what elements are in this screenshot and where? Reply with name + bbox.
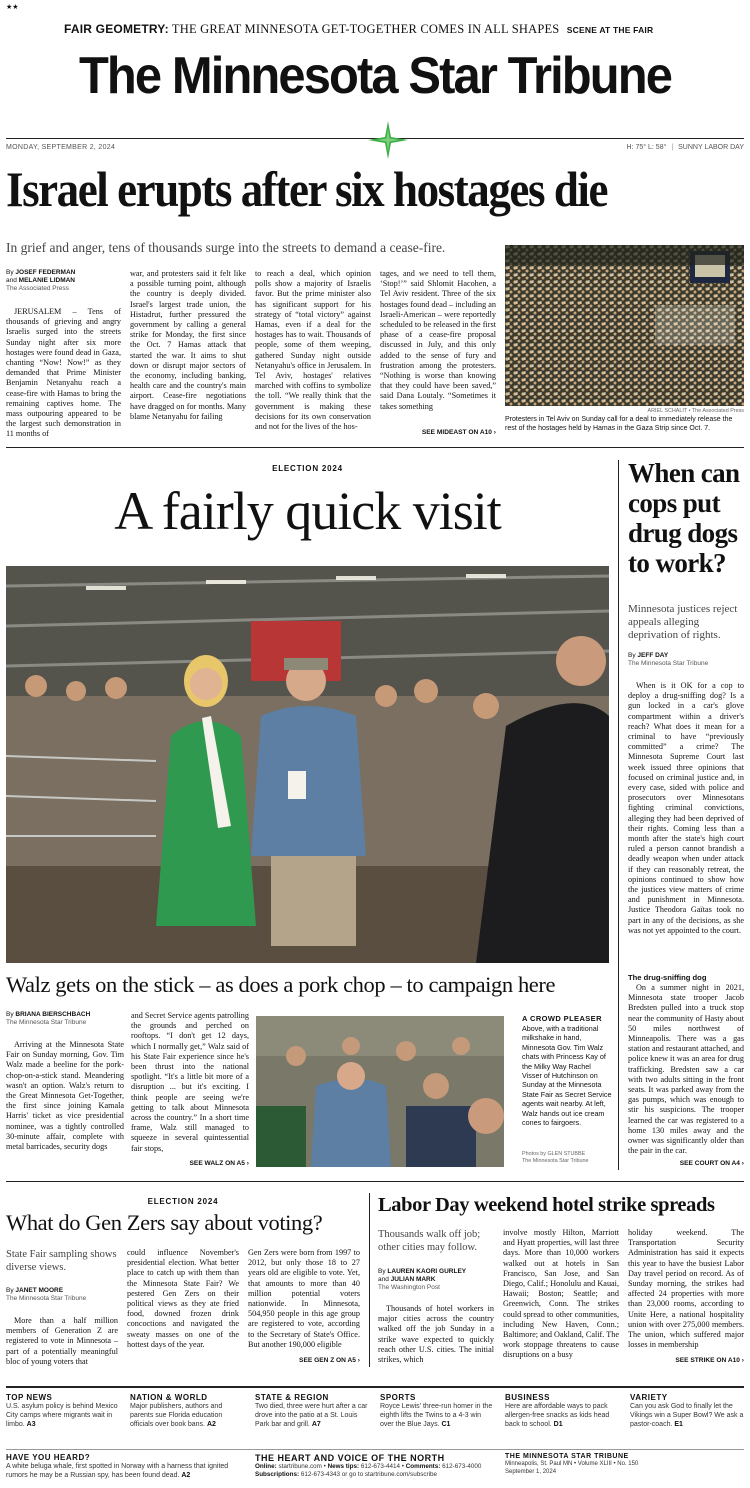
weather-hi: H: 75°: [626, 144, 647, 151]
contact-block: THE HEART AND VOICE OF THE NORTH Online: startribune.com • News tips: 612-673-4414 • Comments: 612-673-4000 Subscriptions: 612-673-4343 or go to startribune.com/subscribe: [255, 1453, 490, 1480]
index-section[interactable]: [630, 1393, 744, 1429]
footer-rule: [6, 1449, 744, 1450]
column-divider: [618, 460, 619, 1170]
index-section-head: TOP NEWS: [6, 1393, 53, 1402]
strike-headline[interactable]: Labor Day weekend hotel strike spreads: [378, 1194, 715, 1216]
author-name: JULIAN MARK: [390, 1276, 436, 1283]
teaser-bar[interactable]: [64, 22, 653, 37]
election-headline[interactable]: A fairly quick visit: [114, 481, 501, 541]
index-section-head: VARIETY: [630, 1393, 668, 1402]
index-section-text: Two died, three were hurt after a car drove into the patio at a St. Louis Park bar and grill.: [255, 1403, 368, 1428]
index-section-text: U.S. asylum policy is behind Mexico City camps where migrants wait in limbo.: [6, 1403, 118, 1428]
author-name: LAUREN KAORI GURLEY: [387, 1268, 467, 1275]
lead-column-3: to reach a deal, which opinion polls show a majority of Israelis favor. But the prime minister also has significant support for his strategy of “total victory” against Hamas, even if a deal for the hostages has to wait. Thousands of people, some of them weeping, gathered Sunday night outside Netanyahu's office in Jerusalem. In Tel Aviv, hostages' relatives marched with coffins to symbolize the toll. “We really think that the government is making these decisions for its own conservation and not for the lives of the hos-: [255, 269, 371, 432]
weather-desc: SUNNY LABOR DAY: [678, 144, 744, 151]
section-divider: [6, 1181, 744, 1182]
have-you-heard-head: HAVE YOU HEARD?: [6, 1453, 91, 1462]
weather: H: 75° L: 58° | SUNNY LABOR DAY: [626, 144, 744, 151]
walz-byline: By BRIANA BIERSCHBACH The Minnesota Star Tribune: [6, 1011, 91, 1026]
index-section-text: Can you ask God to finally let the Vikings win a Super Bowl? We ask a pastor-coach.: [630, 1403, 744, 1428]
edition-stars: ★★: [6, 4, 19, 11]
page-ref: C1: [441, 1421, 451, 1428]
author-name: JOSEF FEDERMAN: [15, 269, 76, 276]
teaser-section: SCENE AT THE FAIR: [566, 25, 654, 35]
masthead-title[interactable]: The Minnesota Star Tribune: [78, 47, 672, 105]
page-ref: A7: [311, 1421, 321, 1428]
lead-jump-link[interactable]: SEE MIDEAST ON A10 ›: [421, 429, 496, 436]
walz-photo-caption: Above, with a traditional milkshake in hand, Minnesota Gov. Tim Walz chats with Princess Kay of the Milky Way Rachel Visser of Hutchinson on Sunday at the Minnesota State Fair as Secret Service agents wait nearby. At left, Walz hands out ice cream cones to fairgoers.: [522, 1024, 612, 1128]
crowd-pleaser-head: A CROWD PLEASER: [522, 1014, 602, 1023]
index-section-head: NATION & WORLD: [130, 1393, 208, 1402]
strike-column-1: Thousands of hotel workers in major cities across the country walked off the job Sunday in a strike wave expected to quickly reach other U.S. cities. The initial strikes, which: [378, 1304, 494, 1365]
index-section[interactable]: [505, 1393, 619, 1429]
genz-kicker: ELECTION 2024: [147, 1197, 219, 1206]
star-logo-icon: [368, 121, 408, 159]
lead-photo-credit: ARIEL SCHALIT • The Associated Press: [647, 408, 744, 414]
walz-princess-kay-photo[interactable]: [6, 566, 609, 963]
lead-column-1: JERUSALEM – Tens of thousands of grieving and angry Israelis surged into the streets Sunday night after six more hostages were found dead in Gaza, chanting “Now! Now!” as they demanded that Prime Minister Benjamin Netanyahu reach a cease-fire with Hamas to bring the remaining captives home. The mass outpouring appeared to be the largest such demonstration in 11 months of: [6, 307, 121, 439]
page-ref: E1: [674, 1421, 683, 1428]
index-section[interactable]: [6, 1393, 120, 1429]
section-divider: [6, 447, 744, 448]
page-ref: A3: [26, 1421, 36, 1428]
author-name: JANET MOORE: [15, 1287, 64, 1294]
genz-column-1: More than a half million members of Generation Z are registered to vote in Minnesota – part of a potentially meaningful bloc of young voters that: [6, 1316, 118, 1366]
drug-dogs-deck: Minnesota justices reject appeals alleging deprivation of rights.: [628, 603, 738, 641]
index-section[interactable]: [380, 1393, 494, 1429]
page-ref: A2: [181, 1472, 191, 1479]
have-you-heard-text: A white beluga whale, first spotted in Norway with a harness that ignited rumors he may be a Russian spy, has been found dead.: [6, 1463, 229, 1479]
strike-deck: Thousands walk off job; other cities may follow.: [378, 1229, 481, 1253]
lead-column-2: war, and protesters said it felt like a possible turning point, although the country is deeply divided. Israel's largest trade union, the Histadrut, further pressured the government by calling a general strike for Monday, the first since the Oct. 7 Hamas attack that started the war. It aims to shut down or disrupt major sectors of the economy, including banking, health care and the country's main airport. Cease-fire negotiations have dragged on for months. Many blame Netanyahu for failing: [130, 269, 246, 421]
masthead-date: MONDAY, SEPTEMBER 2, 2024: [6, 144, 116, 151]
have-you-heard[interactable]: [6, 1453, 240, 1480]
drug-dogs-byline: By JEFF DAY The Minnesota Star Tribune: [628, 652, 709, 667]
index-section-head: SPORTS: [380, 1393, 416, 1402]
drug-dogs-jump-link[interactable]: SEE COURT ON A4 ›: [679, 1160, 744, 1167]
footer-rule: [6, 1386, 744, 1388]
lead-photo-caption: Protesters in Tel Aviv on Sunday call for a deal to immediately release the rest of the hostages held by Hamas in the Gaza Strip since Oct. 7.: [505, 416, 733, 432]
lead-column-4: tages, and we need to tell them, ‘Stop!’” said Shlomit Hacohen, a Tel Aviv resident. Three of the six hostages found dead – including an Israeli-American – were reportedly scheduled to be released in the first phase of a cease-fire proposal discussed in July, and this only added to the sense of fury and frustration among the protesters. “Nothing is worse than knowing that they could have been saved,” said Dana Loutaly. “Sometimes it takes something: [380, 269, 496, 411]
drug-dogs-body-2: On a summer night in 2021, Minnesota state trooper Jacob Bredsten pulled into a truck stop near the community of Hasty about 50 miles northwest of Minneapolis. There was a gas station and restaurant attached, and police knew it was an area for drug trafficking. Bredsten saw a car with two adults sitting in the front seats. It was parked away from the gas pumps, which was enough to stir his suspicions. The trooper learned the car was registered to a home 130 miles away and the owner was significantly older than the pair in the car.: [628, 983, 744, 1156]
index-section-text: Here are affordable ways to pack allergen-free snacks as kids head back to school.: [505, 1403, 610, 1428]
genz-byline: By JANET MOORE The Minnesota Star Tribune: [6, 1287, 87, 1302]
website[interactable]: startribune.com •: [278, 1463, 328, 1470]
drug-dogs-headline[interactable]: When can cops put drug dogs to work?: [628, 458, 740, 578]
index-section[interactable]: [255, 1393, 369, 1429]
index-section[interactable]: [130, 1393, 244, 1429]
motto: THE HEART AND VOICE OF THE NORTH: [255, 1453, 445, 1463]
drug-dogs-subhead: The drug-sniffing dog: [628, 973, 707, 982]
genz-column-2: could influence November's presidential election. What better place to catch up with them than the Minnesota State Fair? We pestered Gen Zers on their political views as they ate fried food, downed frozen drink concoctions and navigated the sweaty masses on one of the hottest days of the year.: [127, 1248, 239, 1349]
lead-byline: By JOSEF FEDERMAN and MELANIE LIDMAN The Associated Press: [6, 269, 76, 292]
weather-lo: L: 58°: [648, 144, 667, 151]
strike-column-3: holiday weekend. The Transportation Security Administration has said it expects this year to have the busiest Labor Day travel period on record. As of Sunday morning, the strikes had affected 24 properties with more than 23,000 rooms, according to Unite Here, a national hospitality union with over 275,000 members. The union, which suffered major losses in membership: [628, 1228, 744, 1350]
walz-photo-credit: Photos by GLEN STUBBE The Minnesota Star Tribune: [522, 1151, 589, 1165]
walz-column-2: and Secret Service agents patrolling the grounds and perched on rooftops. “I don't get 12 days, which I normally get,” Walz said of his State Fair experience since he's been thrust into the national spotlight. “It's a little bit more of a disruption ... but it's exciting. I think people are seeing we're getting to talk about Minnesota across the country.” In a short time frame, Walz still managed to squeeze in several quintessential fair stops,: [131, 1011, 249, 1153]
walz-jump-link[interactable]: SEE WALZ ON A5 ›: [189, 1160, 249, 1167]
tel-aviv-protest-photo[interactable]: [505, 245, 744, 406]
author-name: MELANIE LIDMAN: [18, 277, 76, 284]
election-kicker: ELECTION 2024: [272, 464, 343, 473]
page-ref: A2: [206, 1421, 216, 1428]
genz-column-3: Gen Zers were born from 1997 to 2012, but only those 18 to 27 years old are eligible to vote. Yet, that amounts to more than 40 million potential voters nationwide. In Minnesota, 504,950 people in this age group are registered to vote, according to the Secretary of State's Office. But another 190,000 eligible: [248, 1248, 360, 1349]
strike-byline: By LAUREN KAORI GURLEY and JULIAN MARK The Washington Post: [378, 1268, 467, 1291]
walz-column-1: Arriving at the Minnesota State Fair on Sunday morning, Gov. Tim Walz made a beeline for the pork-chop-on-a-stick stand. Meandering wasn't an option. Walz's return to the Great Minnesota Get-Together, the first since joining Kamala Harris' ticket as vice presidential nominee, was a tightly controlled 30-minute affair, complete with metal barricades, security dogs: [6, 1040, 124, 1152]
walz-ice-cream-photo[interactable]: [256, 1016, 504, 1167]
page-ref: D1: [553, 1421, 563, 1428]
teaser-text: THE GREAT MINNESOTA GET-TOGETHER COMES IN ALL SHAPES: [171, 22, 560, 36]
author-name: BRIANA BIERSCHBACH: [15, 1011, 91, 1018]
index-section-head: BUSINESS: [505, 1393, 550, 1402]
strike-column-2: involve mostly Hilton, Marriott and Hyatt properties, will last three days. More than 10,000 workers walked out at hotels in San Francisco, San Jose, and San Diego, Calif.; Honolulu and Kauai, Hawaii; Boston; Seattle; and Greenwich, Conn. The strikes could spread to other communities, including New Haven, Conn.; Baltimore; and Oakland, Calif. The work stoppage threatens to cause disruptions on a busy: [503, 1228, 619, 1360]
teaser-label: FAIR GEOMETRY:: [64, 22, 169, 36]
genz-headline[interactable]: What do Gen Zers say about voting?: [6, 1210, 323, 1235]
subscribe-link[interactable]: 612-673-4343 or go to startribune.com/subscribe: [300, 1471, 438, 1479]
genz-deck: State Fair sampling shows diverse views.: [6, 1249, 117, 1273]
index-section-text: Major publishers, authors and parents sue Florida education officials over book bans.: [130, 1403, 223, 1428]
author-name: JEFF DAY: [637, 652, 669, 659]
index-section-text: Royce Lewis' three-run homer in the eighth lifts the Twins to a 4-3 win over the Blue Jays.: [380, 1403, 493, 1428]
lead-headline[interactable]: Israel erupts after six hostages die: [6, 161, 608, 217]
drug-dogs-body-1: When is it OK for a cop to deploy a drug-sniffing dog? Is a gun locked in a car's glove compartment within a driver's reach? What does it mean for a criminal to have “previously committed” a crime? The Minnesota Supreme Court last week issued three opinions that focused on criminal justice and, in every case, sided with police and prosecutors over Minnesotans fighting criminal convictions, alleging they had been deprived of their rights. Coming less than a month after the state's high court ruled a person cannot brandish a deadly weapon when under attack if they can reasonably retreat, the opinions continued to show how the justices view matters of crime and punishment in Minnesota. Justice Theodora Gaïtas took no part in any of the decisions, as she was not yet appointed to the court.: [628, 681, 744, 935]
index-section-head: STATE & REGION: [255, 1393, 329, 1402]
strike-jump-link[interactable]: SEE STRIKE ON A10 ›: [675, 1357, 744, 1364]
walz-subhead[interactable]: Walz gets on the stick – as does a pork chop – to campaign here: [6, 972, 556, 997]
column-divider: [369, 1193, 370, 1367]
lead-deck: In grief and anger, tens of thousands surge into the streets to demand a cease-fire.: [6, 240, 446, 255]
genz-jump-link[interactable]: SEE GEN Z ON A5 ›: [299, 1357, 360, 1364]
imprint: THE MINNESOTA STAR TRIBUNE Minneapolis, St. Paul MN • Volume XLIII • No. 150 September 1, 2024: [505, 1453, 639, 1475]
